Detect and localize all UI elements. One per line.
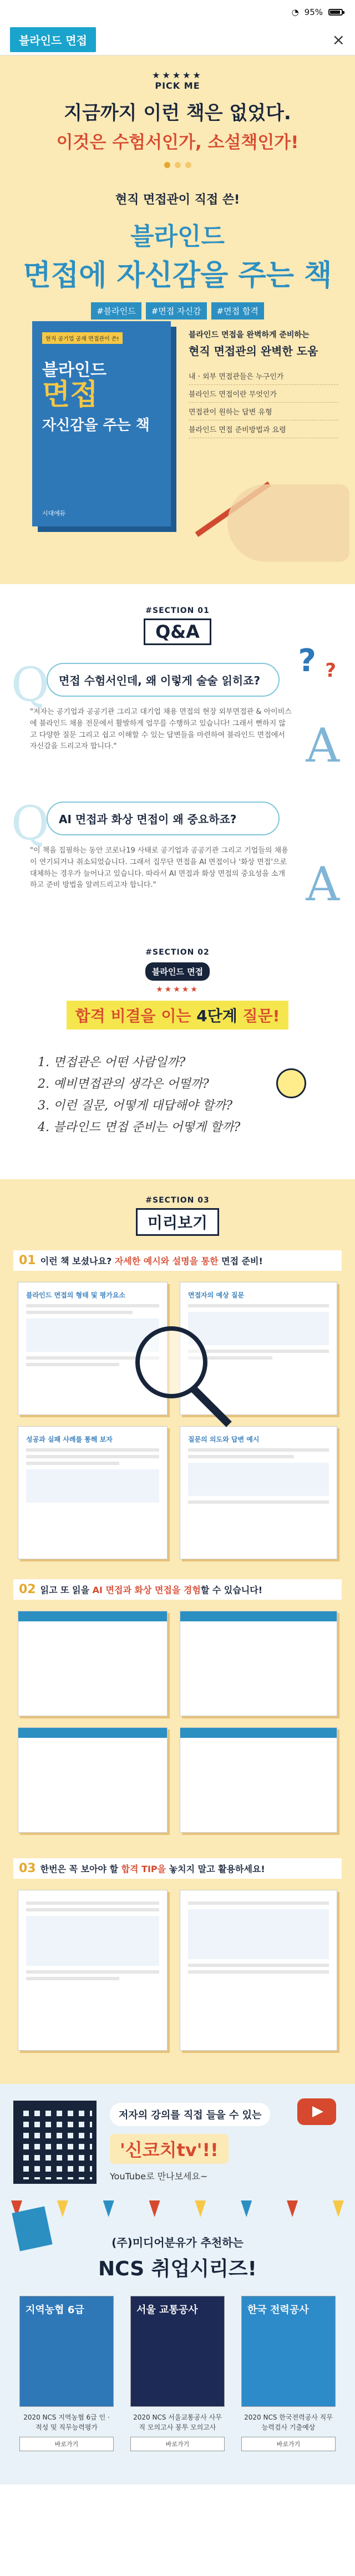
slide-header-bar <box>180 1611 337 1621</box>
section-3-header <box>13 1196 342 1236</box>
text-line <box>188 1901 329 1905</box>
flag-garland <box>11 2200 344 2223</box>
caption-post: 면접 준비! <box>218 1256 263 1266</box>
preview-row-3 <box>13 1858 342 1879</box>
promo-line-3: YouTube로 만나보세요~ <box>110 2171 208 2182</box>
hero-section <box>0 55 355 185</box>
qr-code-icon[interactable] <box>13 2101 97 2184</box>
hashtag: #블라인드 <box>91 302 141 320</box>
section-stars: ★★★★★ <box>156 985 199 994</box>
hero-subheadline: 이것은 수험서인가, 소설책인가! <box>56 133 299 153</box>
ncs-book-list <box>11 2296 344 2451</box>
preview-number: 01 <box>19 1254 36 1267</box>
question-mark-icon: ? <box>298 643 316 679</box>
section-1-header <box>0 606 355 645</box>
ncs-book-link[interactable]: 바로가기 <box>241 2437 336 2451</box>
text-line <box>26 1455 159 1458</box>
caption-highlight: 자세한 예시와 설명을 통한 <box>114 1256 219 1266</box>
preview-caption <box>40 1862 265 1875</box>
text-line <box>188 1964 329 1967</box>
caption-post: 할 수 있습니다! <box>200 1585 262 1595</box>
text-line <box>26 1901 159 1905</box>
ncs-book-cover[interactable]: 한국 전력공사 <box>241 2296 336 2407</box>
preview-caption <box>40 1254 263 1267</box>
status-bar <box>0 0 355 24</box>
book-cover-title-2: 면접 <box>42 378 98 412</box>
flag-icon <box>287 2200 298 2217</box>
preview-number: 02 <box>19 1583 36 1596</box>
flag-icon <box>149 2200 160 2217</box>
pick-me-label: PICK ME <box>155 80 200 91</box>
section-title: 미리보기 <box>136 1208 219 1236</box>
text-line <box>26 1462 119 1465</box>
preview-page <box>18 1890 168 2051</box>
text-line <box>188 1304 329 1307</box>
qa-block-1 <box>11 643 342 790</box>
book-cover-title-3: 자신감을 주는 책 <box>42 417 150 434</box>
close-icon[interactable]: × <box>332 31 345 49</box>
q-letter-icon: Q <box>11 796 49 850</box>
text-line <box>188 1500 329 1504</box>
top-nav <box>0 24 355 55</box>
text-line <box>26 1908 159 1911</box>
section-title <box>67 1001 289 1030</box>
carousel-dot-3[interactable] <box>185 162 191 168</box>
section-title: Q&A <box>144 618 211 645</box>
content-box <box>26 1916 159 1966</box>
a-letter-icon: A <box>306 718 339 773</box>
text-line <box>26 1977 119 1980</box>
ncs-book-caption: 2020 NCS 서울교통공사 사무직 모의고사 봉투 모의고사 <box>133 2413 222 2431</box>
flag-icon <box>195 2200 206 2217</box>
flag-icon <box>103 2200 114 2217</box>
slide-header-bar <box>18 1611 167 1621</box>
caption-pre: 이런 책 보셨나요? <box>40 1256 115 1266</box>
caption-post: 놓치지 말고 활용하세요! <box>166 1864 265 1874</box>
wifi-icon: ◔ <box>291 7 299 17</box>
carousel-dot-2[interactable] <box>175 162 181 168</box>
battery-icon <box>328 9 343 16</box>
question-bubble <box>47 802 280 835</box>
section-number: #SECTION 02 <box>145 948 210 957</box>
book-showcase <box>0 185 355 584</box>
list-item: 4. 블라인드 면접 준비는 어떻게 할까? <box>38 1120 241 1134</box>
preview-slides <box>13 1605 342 1844</box>
flag-icon <box>57 2200 68 2217</box>
battery-percent: 95% <box>304 7 323 17</box>
promo-text <box>110 2103 342 2182</box>
content-box <box>188 1463 329 1496</box>
book-cover <box>32 321 171 526</box>
ncs-series <box>0 2200 355 2484</box>
question-mark-icon: ? <box>325 660 336 682</box>
hero-stars: ★★★★★ <box>152 70 203 80</box>
preview-page <box>18 1426 168 1559</box>
preview-slide <box>18 1727 168 1833</box>
feature-subtitle: 현직 면접관의 완벽한 도움 <box>189 344 318 358</box>
preview-pages-3 <box>13 1884 342 2062</box>
youtube-play-icon[interactable] <box>297 2098 336 2125</box>
text-line <box>26 1304 159 1307</box>
question-text: AI 면접과 화상 면접이 왜 중요하죠? <box>59 813 237 826</box>
youtube-promo <box>0 2084 355 2200</box>
hashtag: #면접 합격 <box>211 302 264 320</box>
text-line <box>188 1455 294 1458</box>
preview-pages-1 <box>13 1276 342 1565</box>
carousel-dots[interactable] <box>17 162 338 168</box>
text-line <box>26 1448 159 1452</box>
ncs-book-cover[interactable]: 서울 교통공사 <box>130 2296 225 2407</box>
carousel-dot-1[interactable] <box>164 162 170 168</box>
feature-item: 블라인드 면접 준비방법과 요령 <box>189 420 338 438</box>
slide-header-bar <box>180 1728 337 1738</box>
section-title-post: 질문! <box>237 1007 280 1025</box>
text-line <box>26 1311 133 1314</box>
ncs-title: NCS 취업시리즈! <box>98 2258 257 2280</box>
preview-row-2 <box>13 1579 342 1600</box>
book-headline-2: 면접에 자신감을 주는 책 <box>23 258 332 292</box>
preview-row-1 <box>13 1250 342 1271</box>
book-tagline: 현직 면접관이 직접 쓴! <box>115 193 240 207</box>
ncs-book-link[interactable]: 바로가기 <box>19 2437 114 2451</box>
text-line <box>188 1970 329 1974</box>
section-title-keyword: 4단계 <box>196 1007 237 1025</box>
preview-page-heading: 성공과 실패 사례를 통해 보자 <box>26 1436 113 1443</box>
flag-icon <box>333 2200 344 2217</box>
section-number: #SECTION 01 <box>145 606 210 615</box>
qa-block-2 <box>11 796 342 929</box>
list-item: 2. 예비면접관의 생각은 어떨까? <box>38 1077 209 1091</box>
ncs-subtitle: (주)미디어분유가 추천하는 <box>111 2236 244 2249</box>
book-headline-1: 블라인드 <box>130 222 225 251</box>
preview-page-heading: 블라인드 면접의 형태 및 평가요소 <box>26 1291 126 1299</box>
caption-highlight: AI 면접과 화상 면접을 경험 <box>92 1585 201 1595</box>
book-cover-badge: 현직 공기업 공채 면접관이 쓴! <box>42 332 123 344</box>
q-letter-icon: Q <box>11 657 49 712</box>
page-title: 블라인드 면접 <box>10 27 96 52</box>
question-list-panel <box>16 1035 339 1163</box>
hero-headline: 지금까지 이런 책은 없었다. <box>64 102 291 124</box>
ncs-book-link[interactable]: 바로가기 <box>130 2437 225 2451</box>
feature-item: 블라인드 면접이란 무엇인가 <box>189 385 338 403</box>
list-item: 3. 이런 질문, 어떻게 대답해야 할까? <box>38 1099 233 1113</box>
section-badge: 블라인드 면접 <box>145 962 210 981</box>
ncs-book[interactable] <box>241 2296 336 2451</box>
book-cover-title-1: 블라인드 <box>42 361 106 380</box>
book-publisher: 시대에듀 <box>42 510 66 517</box>
preview-page-heading: 면접자의 예상 질문 <box>188 1291 245 1299</box>
feature-item: 면접관이 원하는 답변 유형 <box>189 403 338 420</box>
question-bubble <box>47 663 280 697</box>
preview-page-heading: 질문의 의도와 답변 예시 <box>188 1436 260 1443</box>
caption-highlight: 합격 TIP을 <box>121 1864 166 1874</box>
preview-page <box>180 1426 337 1559</box>
text-line <box>188 1448 329 1452</box>
ncs-book-caption: 2020 NCS 한국전력공사 직무능력검사 기출예상 <box>244 2413 333 2431</box>
section-2 <box>0 948 355 1163</box>
preview-slide <box>180 1611 337 1716</box>
section-3 <box>0 1179 355 2084</box>
text-line <box>188 1350 329 1353</box>
content-box <box>188 1312 329 1345</box>
text-line <box>26 1970 159 1974</box>
ncs-book[interactable] <box>19 2296 114 2451</box>
preview-slide <box>180 1727 337 1833</box>
ncs-book[interactable] <box>130 2296 225 2451</box>
preview-number: 03 <box>19 1862 36 1875</box>
text-line <box>26 1363 119 1366</box>
list-item: 1. 면접관은 어떤 사람일까? <box>38 1056 186 1069</box>
content-box <box>188 1909 329 1959</box>
promo-channel-name[interactable]: '신코치tv'!! <box>110 2134 229 2164</box>
question-text: 면접 수험서인데, 왜 이렇게 술술 읽히죠? <box>59 674 261 687</box>
ncs-book-caption: 2020 NCS 지역농협 6급 인 · 적성 및 직무능력평가 <box>23 2413 110 2431</box>
section-number: #SECTION 03 <box>145 1196 210 1205</box>
feature-panel <box>189 329 338 438</box>
flag-icon <box>241 2200 252 2217</box>
ncs-book-cover[interactable]: 지역농협 6급 <box>19 2296 114 2407</box>
preview-caption <box>40 1583 262 1596</box>
hashtag: #면접 자신감 <box>146 302 207 320</box>
lightbulb-icon <box>276 1068 306 1098</box>
caption-pre: 읽고 또 읽을 <box>40 1585 93 1595</box>
a-letter-icon: A <box>306 857 339 911</box>
feature-title: 블라인드 면접을 완벽하게 준비하는 <box>189 331 310 339</box>
promo-line-1: 저자의 강의를 직접 들을 수 있는 <box>110 2103 270 2126</box>
hashtag-list <box>13 302 342 320</box>
preview-page <box>180 1890 337 2051</box>
answer-text: "저자는 공기업과 공공기관 그리고 대기업 채용 면접의 현장 외부면접관 & 아이비스에 블라인드 채용 전문에서 활발하게 업무를 수행하고 있습니다! 그래서 뻔하지 않고 다양한 질문 그리고 쉽고 이해할 수 있는 답변들을 마련하여 블라인드 면접에서 자신감을 드리고자 합니다." <box>30 708 292 751</box>
feature-list <box>189 367 338 438</box>
section-title-pre: 합격 비결을 이는 <box>75 1007 197 1025</box>
slide-header-bar <box>18 1728 167 1738</box>
answer-text: "이 책을 집필하는 동안 코로나19 사태로 공기업과 공공기관 그리고 기업들의 채용이 연기되거나 취소되었습니다. 그래서 집무단 면접을 AI 면접이나 '화상 면접'으로 대체하는 경우가 늘어나고 있습니다. 따라서 AI 면접과 화상 면접의 중요성을 소개하고 준비 방법을 알려드리고자 합니다." <box>30 846 288 890</box>
preview-slide <box>18 1611 168 1716</box>
caption-pre: 한번은 꼭 보아야 할 <box>40 1864 121 1874</box>
hand-illustration <box>227 484 349 562</box>
feature-item: 내 · 외부 면접관들은 누구인가 <box>189 367 338 385</box>
content-box <box>26 1469 159 1503</box>
